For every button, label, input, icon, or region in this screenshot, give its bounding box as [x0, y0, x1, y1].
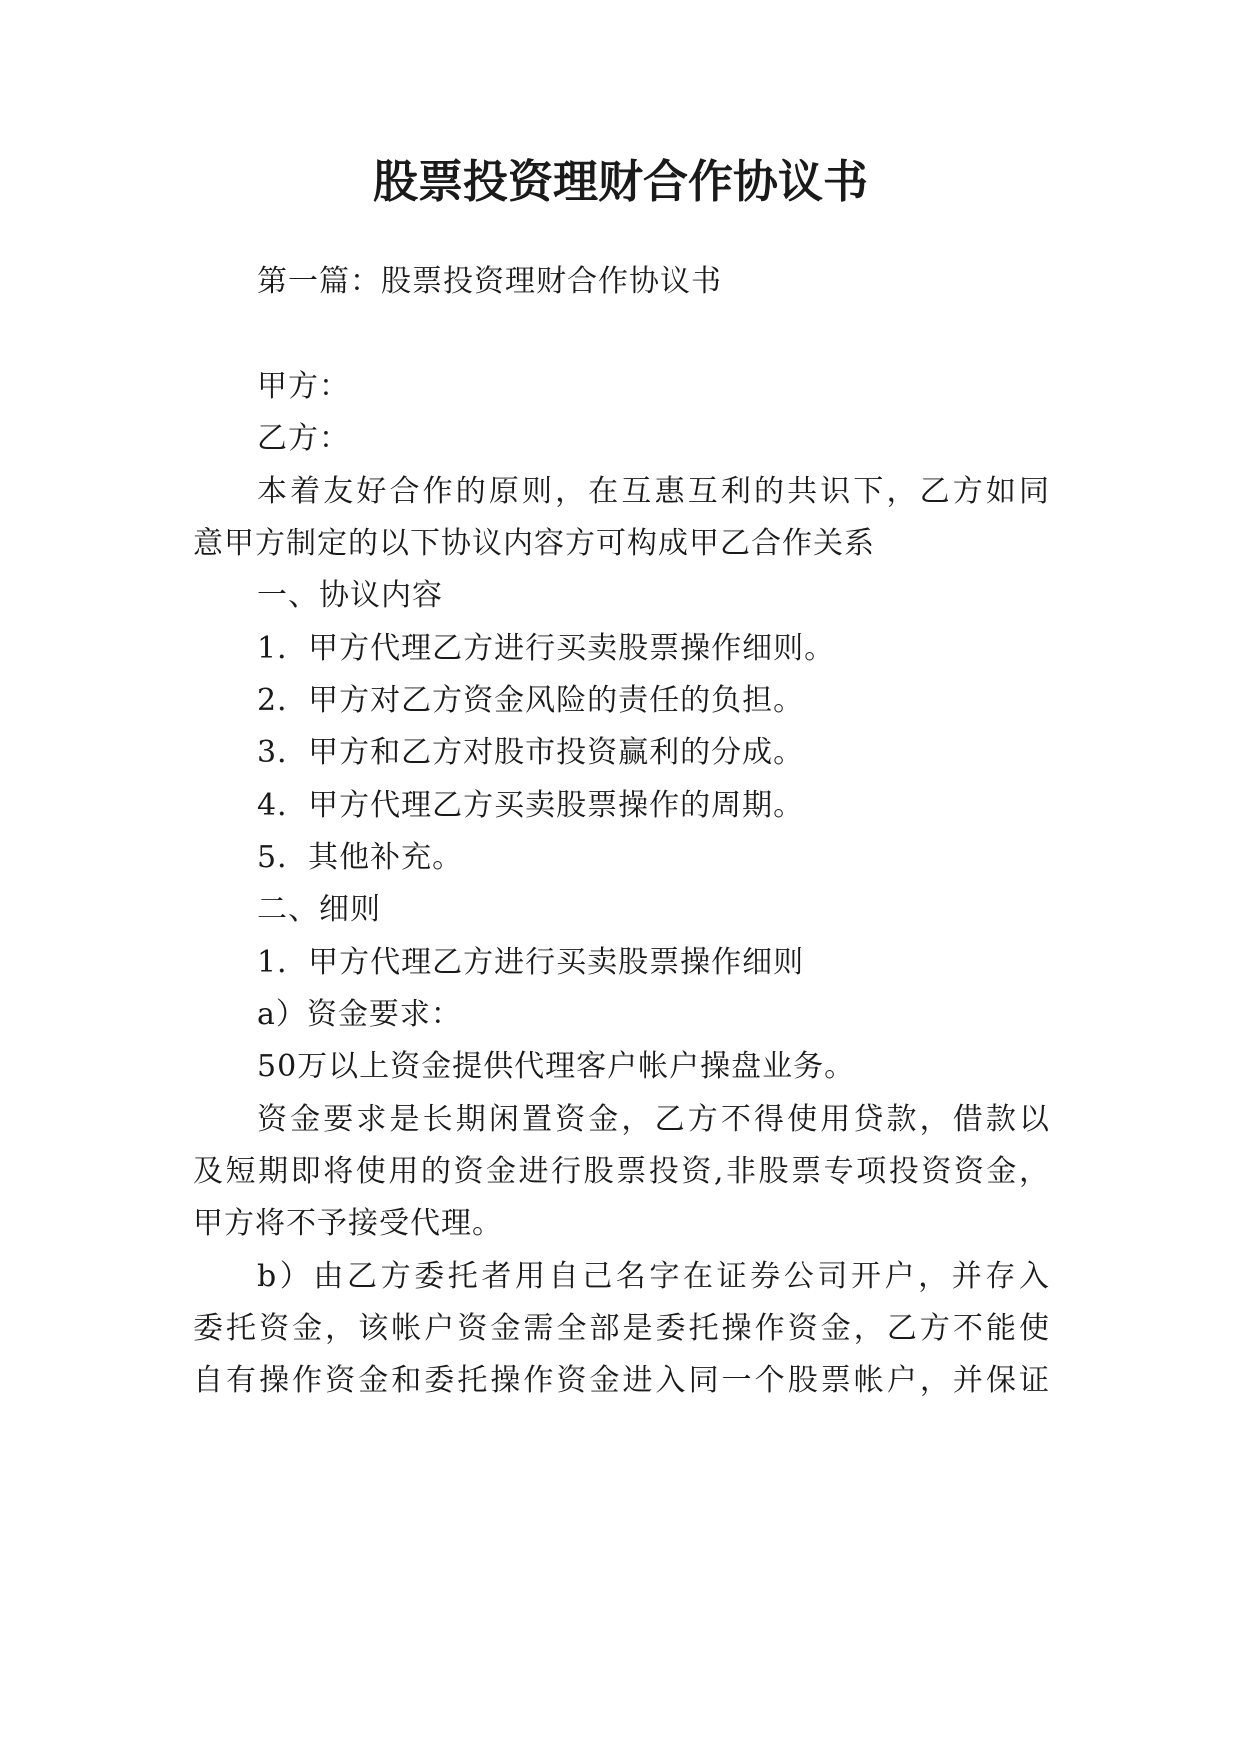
paragraph-line: b）由乙方委托者用自己名字在证券公司开户，并存入 [257, 1259, 1050, 1294]
heading-details: 二、细则 [257, 892, 381, 927]
paragraph-line: 50万以上资金提供代理客户帐户操盘业务。 [257, 1049, 856, 1084]
list-item: 3．甲方和乙方对股市投资赢利的分成。 [257, 735, 805, 770]
paragraph-line: 自有操作资金和委托操作资金进入同一个股票帐户，并保证 [193, 1363, 1050, 1398]
paragraph-line: 资金要求是长期闲置资金，乙方不得使用贷款，借款以 [257, 1102, 1050, 1137]
list-item: 1．甲方代理乙方进行买卖股票操作细则 [257, 945, 805, 980]
party-a-label: 甲方： [257, 369, 350, 404]
heading-agreement-content: 一、协议内容 [257, 578, 443, 613]
paragraph-line: 甲方将不予接受代理。 [193, 1206, 503, 1241]
paragraph-line: 意甲方制定的以下协议内容方可构成甲乙合作关系 [193, 526, 875, 561]
paragraph-line: 本着友好合作的原则，在互惠互利的共识下，乙方如同 [257, 474, 1050, 509]
list-item: 4．甲方代理乙方买卖股票操作的周期。 [257, 788, 805, 823]
list-item: 5．其他补充。 [257, 840, 464, 875]
list-item: 2．甲方对乙方资金风险的责任的负担。 [257, 683, 805, 718]
document-title: 股票投资理财合作协议书 [372, 155, 868, 208]
party-b-label: 乙方： [257, 421, 350, 456]
list-item: 1．甲方代理乙方进行买卖股票操作细则。 [257, 631, 836, 666]
section-heading: 第一篇：股票投资理财合作协议书 [257, 264, 722, 299]
paragraph-line: 委托资金，该帐户资金需全部是委托操作资金，乙方不能使 [193, 1311, 1050, 1346]
paragraph-line: 及短期即将使用的资金进行股票投资,非股票专项投资资金， [193, 1154, 1050, 1189]
sub-item-label: a）资金要求： [257, 997, 462, 1032]
